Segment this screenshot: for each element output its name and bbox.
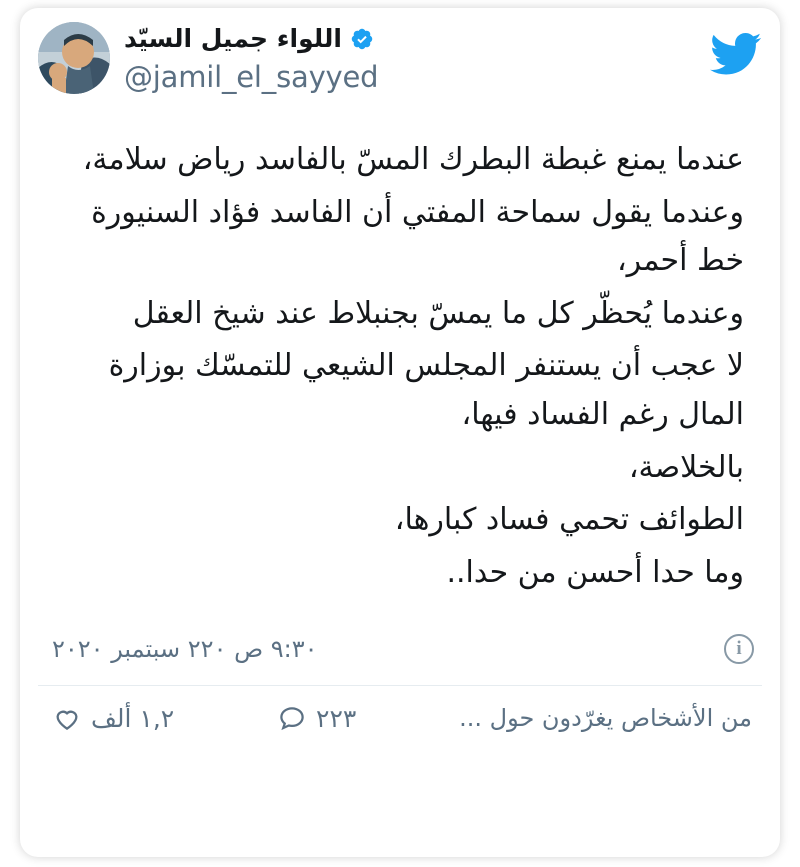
comment-icon	[277, 703, 307, 733]
verified-badge-icon	[350, 27, 374, 51]
tweet-line: بالخلاصة،	[628, 449, 744, 485]
tweet-meta	[38, 623, 762, 675]
twitter-bird-icon	[710, 28, 762, 80]
tweet-line: لا عجب أن يستنفر المجلس الشيعي للتمسّك بوزارة المال رغم الفساد فيها،	[108, 348, 744, 432]
tweet-line: عندما يمنع غبطة البطرك المسّ بالفاسد رياض سلامة،	[82, 142, 744, 177]
tweet-stats	[38, 686, 762, 750]
display-name: اللواء جميل السيّد	[124, 24, 342, 53]
tweet-line: الطوائف تحمي فساد كبارها،	[394, 502, 744, 538]
author-names	[124, 22, 378, 94]
heart-icon	[52, 703, 82, 733]
timestamp: ٩:٣٠ ص ٢٢٠ سبتمبر ٢٠٢٠	[52, 635, 318, 664]
replies-count: ٢٢٣	[316, 703, 357, 733]
tweet-header	[38, 22, 762, 114]
likes-count: ١,٢ ألف	[91, 703, 175, 733]
info-icon[interactable]: i	[724, 634, 754, 664]
display-name-row	[124, 24, 374, 54]
avatar[interactable]	[38, 22, 110, 94]
tweet-text	[38, 136, 762, 597]
people-tweeting-stat[interactable]	[459, 704, 752, 732]
likes-stat[interactable]	[52, 703, 174, 733]
tweet-line: وعندما يقول سماحة المفتي أن الفاسد فؤاد السنيورة خط أحمر،	[91, 194, 744, 279]
author-handle[interactable]: @jamil_el_sayyed	[124, 60, 379, 94]
author-identity[interactable]	[38, 22, 378, 94]
tweet-line: وما حدا أحسن من حدا..	[446, 554, 744, 590]
people-tweeting-label: من الأشخاص يغرّدون حول ...	[459, 704, 752, 733]
replies-stat[interactable]	[277, 703, 356, 733]
tweet-line: وعندما يُحظّر كل ما يمسّ بجنبلاط عند شيخ العقل	[132, 295, 744, 331]
tweet-card	[20, 8, 780, 857]
